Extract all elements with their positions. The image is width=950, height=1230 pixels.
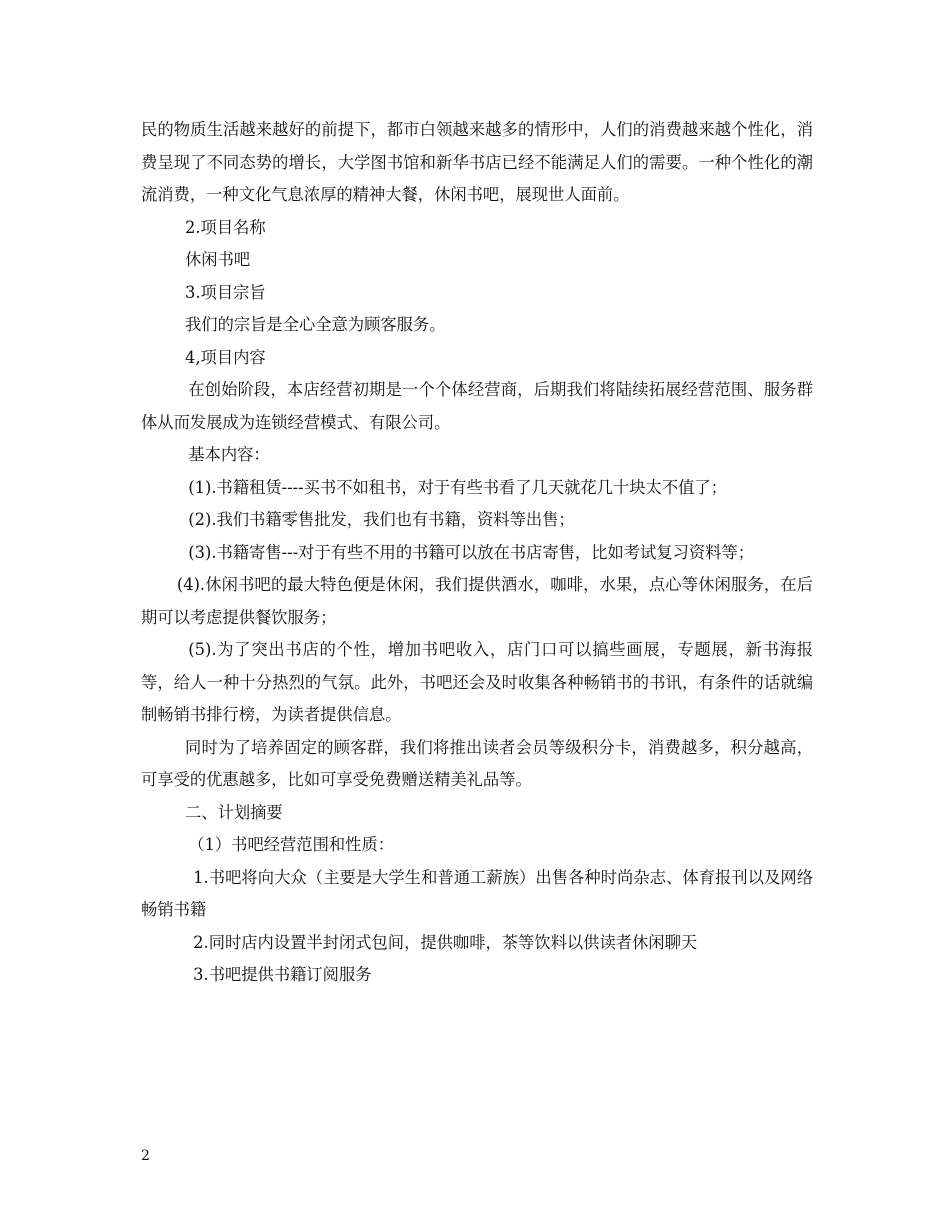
- list-item-sales-scope: 1.书吧将向大众（主要是大学生和普通工薪族）出售各种时尚杂志、体育报刊以及网络畅销书籍: [141, 867, 813, 919]
- heading-project-purpose: 3.项目宗旨: [185, 282, 266, 302]
- list-item-private-rooms: 2.同时店内设置半封闭式包间，提供咖啡，茶等饮料以供读者休闲聊天: [193, 932, 698, 952]
- subheading-business-scope: （1）书吧经营范围和性质：: [188, 835, 395, 854]
- list-item-retail-wholesale: (2).我们书籍零售批发，我们也有书籍，资料等出售；: [188, 510, 575, 529]
- paragraph-membership-card: 同时为了培养固定的顾客群，我们将推出读者会员等级积分卡，消费越多，积分越高，可享受的优惠越多，比如可享受免费赠送精美礼品等。: [141, 737, 813, 789]
- list-item-book-rental: (1).书籍租赁----买书不如租书，对于有些书看了几天就花几十块太不值了；: [188, 477, 727, 497]
- list-item-consignment: (3).书籍寄售---对于有些不用的书籍可以放在书店寄售，比如考试复习资料等；: [188, 542, 755, 562]
- heading-project-content: 4,项目内容: [185, 347, 266, 367]
- list-item-leisure-feature: (4).休闲书吧的最大特色便是休闲，我们提供酒水，咖啡，水果，点心等休闲服务，在后期可以考虑提供餐饮服务；: [141, 575, 813, 627]
- heading-project-name: 2.项目名称: [185, 217, 266, 237]
- document-body: [141, 114, 813, 992]
- paragraph-startup-stage: 在创始阶段，本店经营初期是一个个体经营商，后期我们将陆续拓展经营范围、服务群体从而发展成为连锁经营模式、有限公司。: [141, 380, 813, 432]
- paragraph-background-continued: 民的物质生活越来越好的前提下，都市白领越来越多的情形中，人们的消费越来越个性化，消费呈现了不同态势的增长，大学图书馆和新华书店已经不能满足人们的需要。一种个性化的潮流消费，一种文化气息浓厚的精神大餐，休闲书吧，展现世人面前。: [141, 120, 813, 204]
- label-basic-content: 基本内容：: [188, 445, 270, 464]
- paragraph-project-name-value: 休闲书吧: [185, 250, 251, 269]
- page-number: 2: [141, 1148, 150, 1164]
- heading-plan-summary: 二、计划摘要: [185, 802, 283, 822]
- list-item-exhibitions: (5).为了突出书店的个性，增加书吧收入，店门口可以搞些画展，专题展，新书海报等，给人一种十分热烈的气氛。此外，书吧还会及时收集各种畅销书的书讯，有条件的话就编制畅销书排行榜，为读者提供信息。: [141, 640, 813, 724]
- list-item-subscription: 3.书吧提供书籍订阅服务: [193, 965, 372, 984]
- paragraph-project-purpose-value: 我们的宗旨是全心全意为顾客服务。: [185, 315, 446, 334]
